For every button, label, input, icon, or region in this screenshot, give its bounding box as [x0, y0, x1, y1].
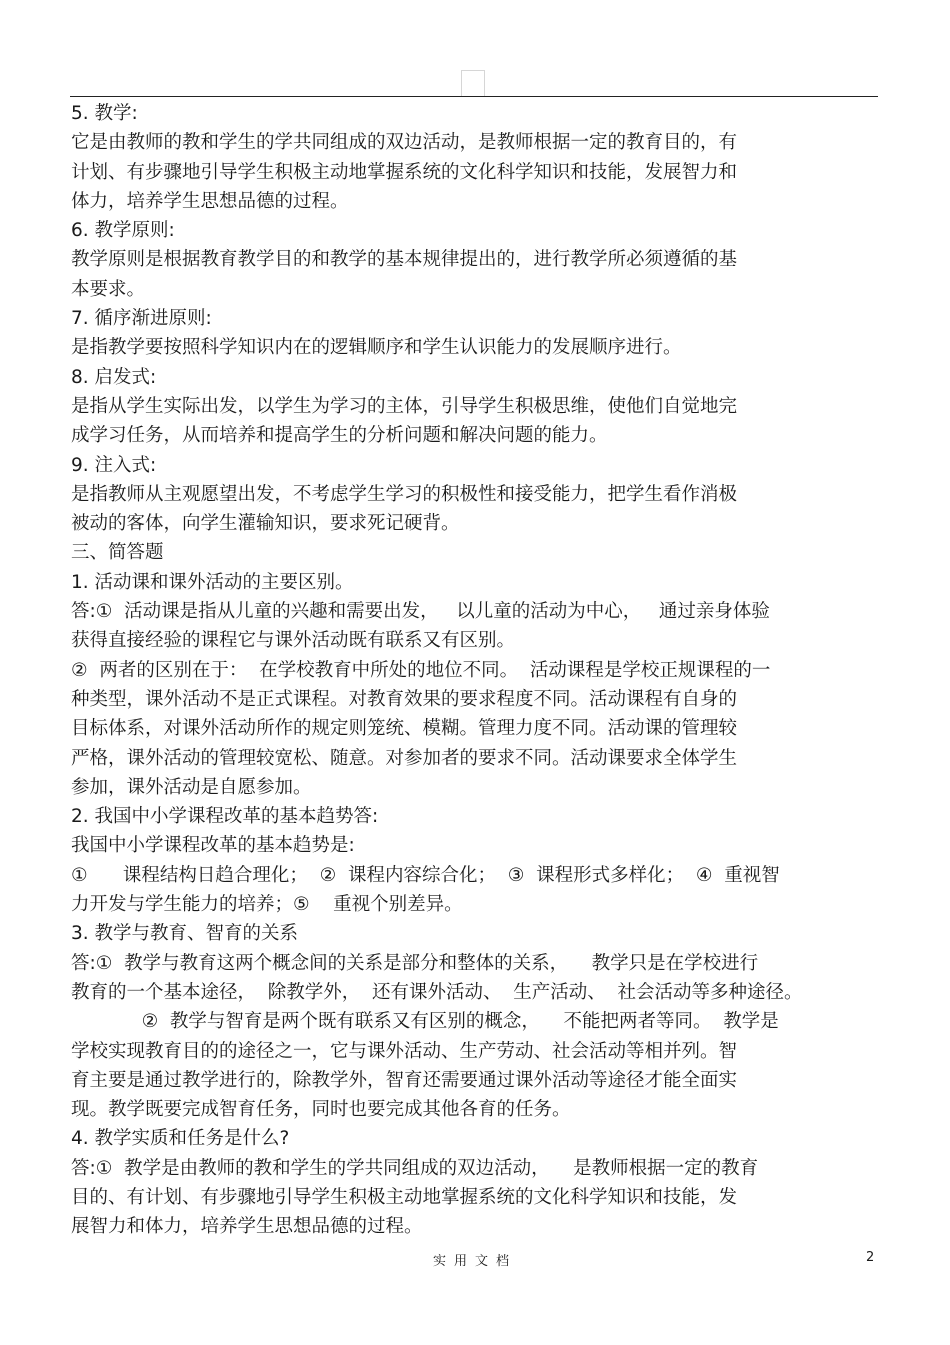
text-line: 计划、有步骤地引导学生积极主动地掌握系统的文化科学知识和技能，发展智力和: [71, 161, 738, 183]
text-line: 教学原则是根据教育教学目的和教学的基本规律提出的，进行教学所必须遵循的基: [71, 249, 738, 271]
question-heading: 2. 我国中小学课程改革的基本趋势答:: [71, 806, 379, 828]
section-heading: 9. 注入式:: [71, 454, 157, 476]
question-heading: 3. 教学与教育、智育的关系: [71, 923, 299, 945]
question-heading: 4. 教学实质和任务是什么?: [71, 1128, 290, 1150]
document-body: [71, 99, 879, 1242]
text-line: 是指教师从主观愿望出发，不考虑学生学习的积极性和接受能力，把学生看作消极: [71, 483, 738, 505]
text-line: 本要求。: [71, 278, 146, 300]
page-number: 2: [866, 1250, 875, 1265]
text-line: 是指从学生实际出发，以学生为学习的主体，引导学生积极思维，使他们自觉地完: [71, 395, 738, 417]
text-line: 学校实现教育目的的途径之一，它与课外活动、生产劳动、社会活动等相并列。智: [71, 1040, 738, 1062]
section-heading: 6. 教学原则:: [71, 220, 175, 242]
text-line: 答:① 教学与教育这两个概念间的关系是部分和整体的关系， 教学只是在学校进行: [71, 952, 759, 974]
text-line: ① 课程结构日趋合理化； ② 课程内容综合化； ③ 课程形式多样化； ④ 重视智: [71, 864, 780, 886]
text-line: ② 两者的区别在于： 在学校教育中所处的地位不同。 活动课程是学校正规课程的一: [71, 659, 771, 681]
text-line: 我国中小学课程改革的基本趋势是:: [71, 835, 355, 857]
text-line: 育主要是通过教学进行的，除教学外，智育还需要通过课外活动等途径才能全面实: [71, 1069, 738, 1091]
question-heading: 1. 活动课和课外活动的主要区别。: [71, 571, 354, 593]
text-line: 体力，培养学生思想品德的过程。: [71, 190, 349, 212]
text-line: 成学习任务，从而培养和提高学生的分析问题和解决问题的能力。: [71, 425, 608, 447]
text-line: 被动的客体，向学生灌输知识，要求死记硬背。: [71, 513, 460, 535]
text-line: 它是由教师的教和学生的学共同组成的双边活动，是教师根据一定的教育目的，有: [71, 132, 738, 154]
text-line: 现。教学既要完成智育任务，同时也要完成其他各育的任务。: [71, 1099, 571, 1121]
section-heading: 5. 教学:: [71, 103, 138, 124]
page-footer: [0, 1250, 950, 1270]
section-heading: 8. 启发式:: [71, 366, 157, 388]
footer-label: 实用文档: [432, 1254, 517, 1269]
part-heading: 三、简答题: [71, 542, 164, 564]
text-line: 获得直接经验的课程它与课外活动既有联系又有区别。: [71, 630, 516, 652]
text-line: 答:① 活动课是指从儿童的兴趣和需要出发， 以儿童的活动为中心， 通过亲身体验: [71, 601, 770, 623]
text-line: 严格，课外活动的管理较宽松、随意。对参加者的要求不同。活动课要求全体学生: [71, 747, 738, 769]
text-line: 教育的一个基本途径， 除教学外， 还有课外活动、 生产活动、 社会活动等多种途径。: [71, 981, 803, 1003]
text-line: 展智力和体力，培养学生思想品德的过程。: [71, 1216, 423, 1238]
text-line: 目标体系，对课外活动所作的规定则笼统、模糊。管理力度不同。活动课的管理较: [71, 718, 738, 740]
text-line: 目的、有计划、有步骤地引导学生积极主动地掌握系统的文化科学知识和技能，发: [71, 1186, 738, 1208]
text-line: 力开发与学生能力的培养；⑤ 重视个别差异。: [71, 894, 463, 916]
text-line: 种类型，课外活动不是正式课程。对教育效果的要求程度不同。活动课程有自身的: [71, 688, 738, 710]
text-line: 答:① 教学是由教师的教和学生的学共同组成的双边活动， 是教师根据一定的教育: [71, 1157, 759, 1179]
text-line: ② 教学与智育是两个既有联系又有区别的概念， 不能把两者等同。 教学是: [71, 1011, 779, 1033]
section-heading: 7. 循序渐进原则:: [71, 308, 212, 330]
header-rule: [70, 96, 878, 97]
text-line: 参加，课外活动是自愿参加。: [71, 776, 312, 798]
text-line: 是指教学要按照科学知识内在的逻辑顺序和学生认识能力的发展顺序进行。: [71, 337, 682, 359]
header-mark: [461, 70, 485, 96]
